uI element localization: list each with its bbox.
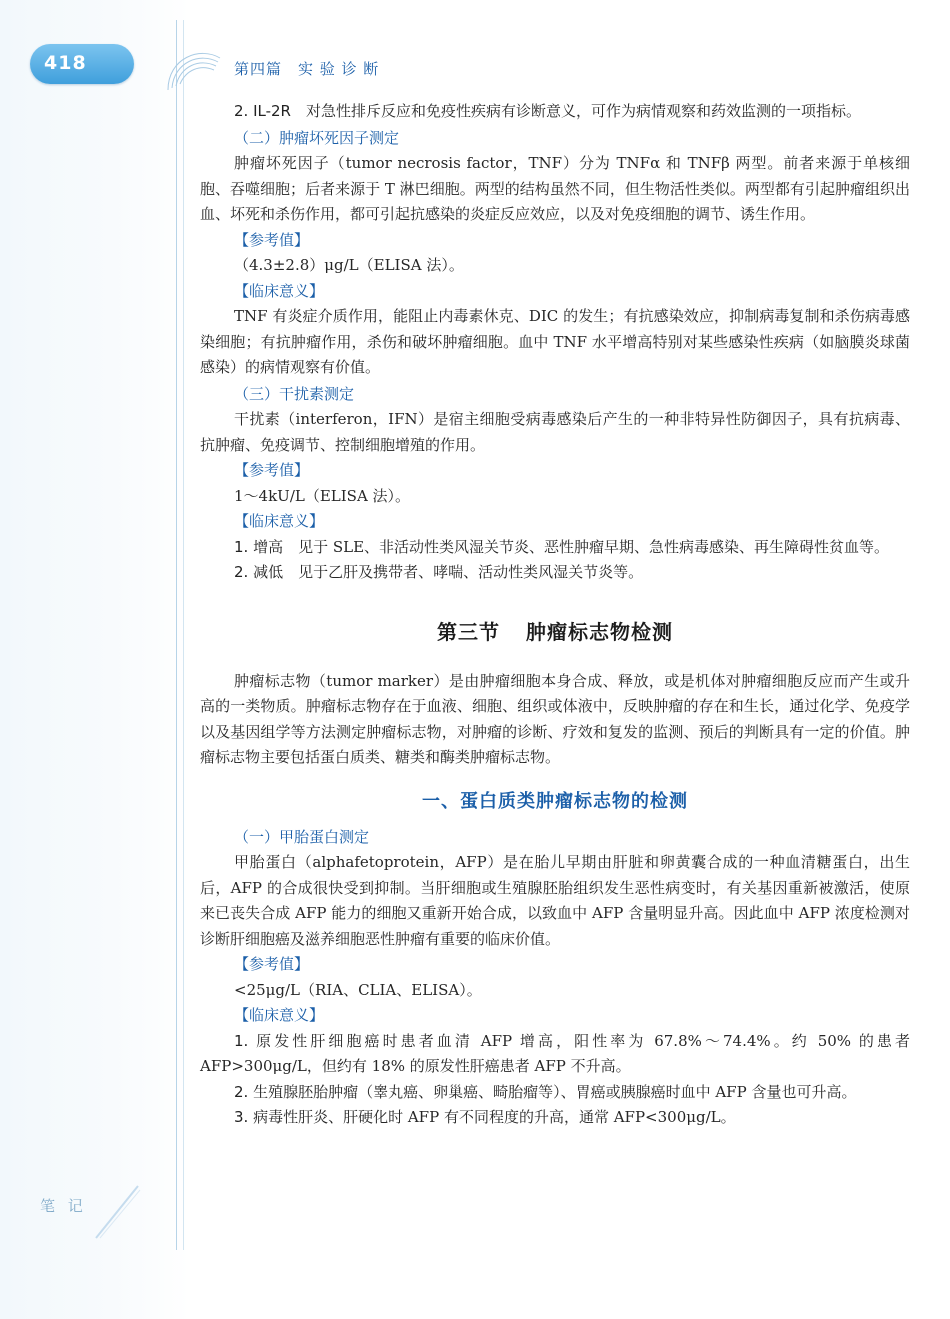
margin-note: 笔 记 [40, 1197, 87, 1215]
il2r-lead: 2. IL-2R [234, 102, 291, 120]
section-title [200, 616, 910, 645]
il2r-paragraph [200, 99, 910, 125]
ifn-intro: 干扰素（interferon，IFN）是宿主细胞受病毒感染后产生的一种非特异性防御因子，具有抗病毒、抗肿瘤、免疫调节、控制细胞增殖的作用。 [200, 410, 910, 454]
afp-item3-text: 病毒性肝炎、肝硬化时 AFP 有不同程度的升高，通常 AFP<300μg/L。 [248, 1108, 736, 1126]
margin-rule [176, 20, 177, 1250]
tnf-intro: 肿瘤坏死因子（tumor necrosis factor，TNF）分为 TNFα 和 TNFβ 两型。前者来源于单核细胞、吞噬细胞；后者来源于 T 淋巴细胞。两型的结构虽然不同，但生物活性类似。两型都有引起肿瘤组织出血、坏死和杀伤作用，都可引起抗感染的炎症反应效应，以及对免疫细胞的调节、诱生作用。 [200, 154, 910, 223]
afp-item-3 [200, 1105, 910, 1131]
afp-item2-lead: 2. [234, 1082, 249, 1101]
afp-intro: 甲胎蛋白（alphafetoprotein，AFP）是在胎儿早期由肝脏和卵黄囊合成的一种血清糖蛋白，出生后，AFP 的合成很快受到抑制。当肝细胞或生殖腺胚胎组织发生恶性病变时，有关基因重新被激活，使原来已丧失合成 AFP 能力的细胞又重新开始合成，以致血中 AFP 含量明显升高。因此血中 AFP 浓度检测对诊断肝细胞癌及滋养细胞恶性肿瘤有重要的临床价值。 [200, 853, 910, 948]
afp-reference-label: 【参考值】 [234, 955, 310, 973]
subsection-title: 一、蛋白质类肿瘤标志物的检测 [422, 790, 688, 812]
ifn-reference-value: 1～4kU/L（ELISA 法）。 [234, 486, 411, 505]
page-number: 418 [44, 52, 87, 74]
margin-band [0, 0, 190, 1319]
ifn-item-increase [200, 535, 910, 561]
afp-item-2 [200, 1080, 910, 1106]
ifn-clinical-label: 【临床意义】 [234, 512, 325, 530]
afp-item1-text: 原发性肝细胞癌时患者血清 AFP 增高，阳性率为 67.8%～74.4%。约 50% 的患者 AFP>300μg/L，但约有 18% 的原发性肝癌患者 AFP 不升高。 [200, 1031, 910, 1075]
section-name: 肿瘤标志物检测 [526, 619, 673, 644]
tnf-clinical-label: 【临床意义】 [234, 281, 325, 300]
tnf-reference-label: 【参考值】 [234, 230, 310, 249]
swirl-ornament-icon [160, 38, 230, 98]
section-intro: 肿瘤标志物（tumor marker）是由肿瘤细胞本身合成、释放，或是机体对肿瘤细胞反应而产生或升高的一类物质。肿瘤标志物存在于血液、细胞、组织或体液中，反映肿瘤的存在和生长，通过化学、免疫学以及基因组学等方法测定肿瘤标志物，对肿瘤的诊断、疗效和复发的监测、预后的判断具有一定的价值。肿瘤标志物主要包括蛋白质类、糖类和酶类肿瘤标志物。 [200, 671, 910, 766]
ifn-item-decrease [200, 560, 910, 586]
il2r-text: 对急性排斥反应和免疫性疾病有诊断意义，可作为病情观察和药效监测的一项指标。 [290, 102, 861, 120]
afp-item1-lead: 1. [234, 1031, 249, 1050]
ifn-item2-lead: 2. 减低 [234, 563, 284, 581]
afp-reference-value: <25μg/L（RIA、CLIA、ELISA）。 [234, 980, 482, 999]
margin-rule [183, 20, 184, 1250]
afp-clinical-label: 【临床意义】 [234, 1006, 325, 1024]
pen-stroke-icon [92, 1182, 142, 1242]
tnf-heading: （二）肿瘤坏死因子测定 [234, 128, 400, 147]
ifn-item1-lead: 1. 增高 [234, 537, 284, 556]
ifn-heading: （三）干扰素测定 [234, 384, 355, 403]
ifn-item1-text: 见于 SLE、非活动性类风湿关节炎、恶性肿瘤早期、急性病毒感染、再生障碍性贫血等。 [283, 537, 890, 556]
running-header: 第四篇 实 验 诊 断 [234, 60, 380, 78]
section-number: 第三节 [437, 619, 500, 644]
ifn-item2-text: 见于乙肝及携带者、哮喘、活动性类风湿关节炎等。 [283, 563, 644, 581]
page-body [200, 99, 910, 1131]
tnf-clinical-text: TNF 有炎症介质作用，能阻止内毒素休克、DIC 的发生；有抗感染效应，抑制病毒复制和杀伤病毒感染细胞；有抗肿瘤作用，杀伤和破坏肿瘤细胞。血中 TNF 水平增高特别对某些感染性疾病（如脑膜炎球菌感染）的病情观察有价值。 [200, 307, 910, 376]
afp-item-1 [200, 1029, 910, 1080]
afp-item3-lead: 3. [234, 1108, 249, 1126]
tnf-reference-value: （4.3±2.8）μg/L（ELISA 法）。 [234, 256, 464, 274]
ifn-reference-label: 【参考值】 [234, 461, 310, 479]
afp-heading: （一）甲胎蛋白测定 [234, 827, 370, 846]
afp-item2-text: 生殖腺胚胎肿瘤（睾丸癌、卵巢癌、畸胎瘤等）、胃癌或胰腺癌时血中 AFP 含量也可升高。 [248, 1082, 857, 1101]
